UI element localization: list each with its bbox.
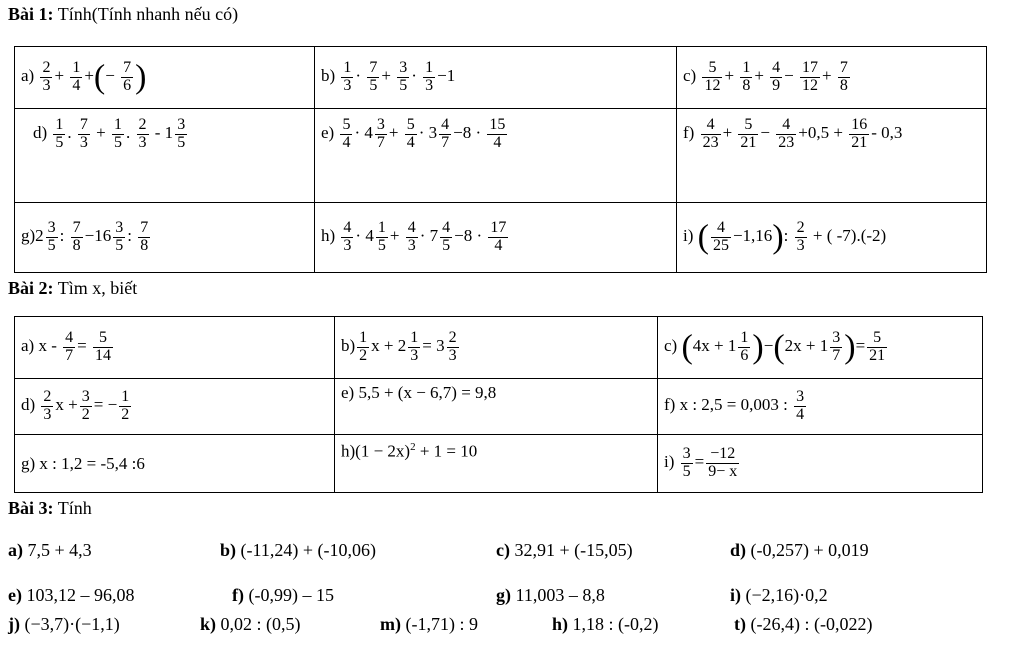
ex3-item: a) 7,5 + 4,3: [8, 540, 92, 560]
ex1-f: f) $\frac{4}{23}$ + $\frac{5}{21}$ − $\frac{4}{23}$ +0,5 + $\frac{16}{21}$ - 0,3: [677, 109, 987, 203]
ex2-i: i) $\frac{3}{5}$ = $\frac{-12}{9- x}$: [658, 435, 983, 493]
ex3-item: d) (-0,257) + 0,019: [730, 540, 869, 560]
ex2-b: b) $\frac{1}{2}$ x + 2 $\frac{1}{3}$ = 3 $\frac{2}{3}$: [335, 317, 658, 379]
ex1-b: b) $\frac{1}{3}$ · $\frac{7}{5}$ + $\frac{3}{5}$ · $\frac{1}{3}$ −1: [315, 47, 677, 109]
exercise-1-title: Bài 1: Tính(Tính nhanh nếu có): [8, 4, 239, 24]
exercise-1-table: [14, 46, 987, 273]
ex2-h: $h)(1 - 2x)^2 + 1 = 10$: [335, 435, 658, 493]
exercise-2-table: [14, 316, 983, 493]
ex3-item: e) 103,12 – 96,08: [8, 585, 135, 605]
ex2-d: d) $\frac{2}{3}$ x + $\frac{3}{2}$ = − $\frac{1}{2}$: [15, 379, 335, 435]
ex3-item: h) 1,18 : (-0,2): [552, 614, 659, 634]
ex3-item: j) (−3,7)·(−1,1): [8, 614, 120, 634]
ex3-item: i) (−2,16)·0,2: [730, 585, 828, 605]
ex1-h: h) $\frac{4}{3}$ · 4 $\frac{1}{5}$ + $\frac{4}{3}$ · 7 $\frac{4}{5}$ −8 · $\frac{17}{4}$: [315, 203, 677, 273]
ex1-i: i) ( $\frac{4}{25}$ −1,16): $\frac{2}{3}$ + ( -7).(-2): [677, 203, 987, 273]
ex2-f: f) x : 2,5 = 0,003 : $\frac{3}{4}$: [658, 379, 983, 435]
ex3-item: t) (-26,4) : (-0,022): [734, 614, 873, 634]
ex3-item: k) 0,02 : (0,5): [200, 614, 301, 634]
ex3-item: g) 11,003 – 8,8: [496, 585, 605, 605]
ex2-g: g) x : 1,2 = -5,4 :6: [15, 435, 335, 493]
exercise-2-title: Bài 2: Tìm x, biết: [8, 278, 138, 298]
ex3-item: f) (-0,99) – 15: [232, 585, 334, 605]
ex1-c: c) $\frac{5}{12}$ + $\frac{1}{8}$ + $\frac{4}{9}$ − $\frac{17}{12}$ + $\frac{7}{8}$: [677, 47, 987, 109]
ex2-c: c) (4x + 1 $\frac{1}{6}$ )−(2x + 1 $\frac{3}{7}$ )= $\frac{5}{21}$: [658, 317, 983, 379]
ex2-a: a) x - $\frac{4}{7}$ = $\frac{5}{14}$: [15, 317, 335, 379]
ex3-item: c) 32,91 + (-15,05): [496, 540, 633, 560]
ex1-e: e) $\frac{5}{4}$ · 4 $\frac{3}{7}$ + $\frac{5}{4}$ · 3 $\frac{4}{7}$ −8 · $\frac{15}{4}$: [315, 109, 677, 203]
ex2-e: e) 5,5 + (x − 6,7) = 9,8: [335, 379, 658, 435]
ex1-a: a) $\frac{2}{3}$ + $\frac{1}{4}$ +(− $\frac{7}{6}$ ): [15, 47, 315, 109]
exercise-3-title: Bài 3: Tính: [8, 498, 92, 518]
ex1-d: d) $\frac{1}{5}$ . $\frac{7}{3}$ + $\frac{1}{5}$ . $\frac{2}{3}$ - 1 $\frac{3}{5}$: [15, 109, 315, 203]
ex3-item: m) (-1,71) : 9: [380, 614, 478, 634]
ex1-g: g)2 $\frac{3}{5}$ : $\frac{7}{8}$ −16 $\frac{3}{5}$ : $\frac{7}{8}$: [15, 203, 315, 273]
ex3-item: b) (-11,24) + (-10,06): [220, 540, 376, 560]
